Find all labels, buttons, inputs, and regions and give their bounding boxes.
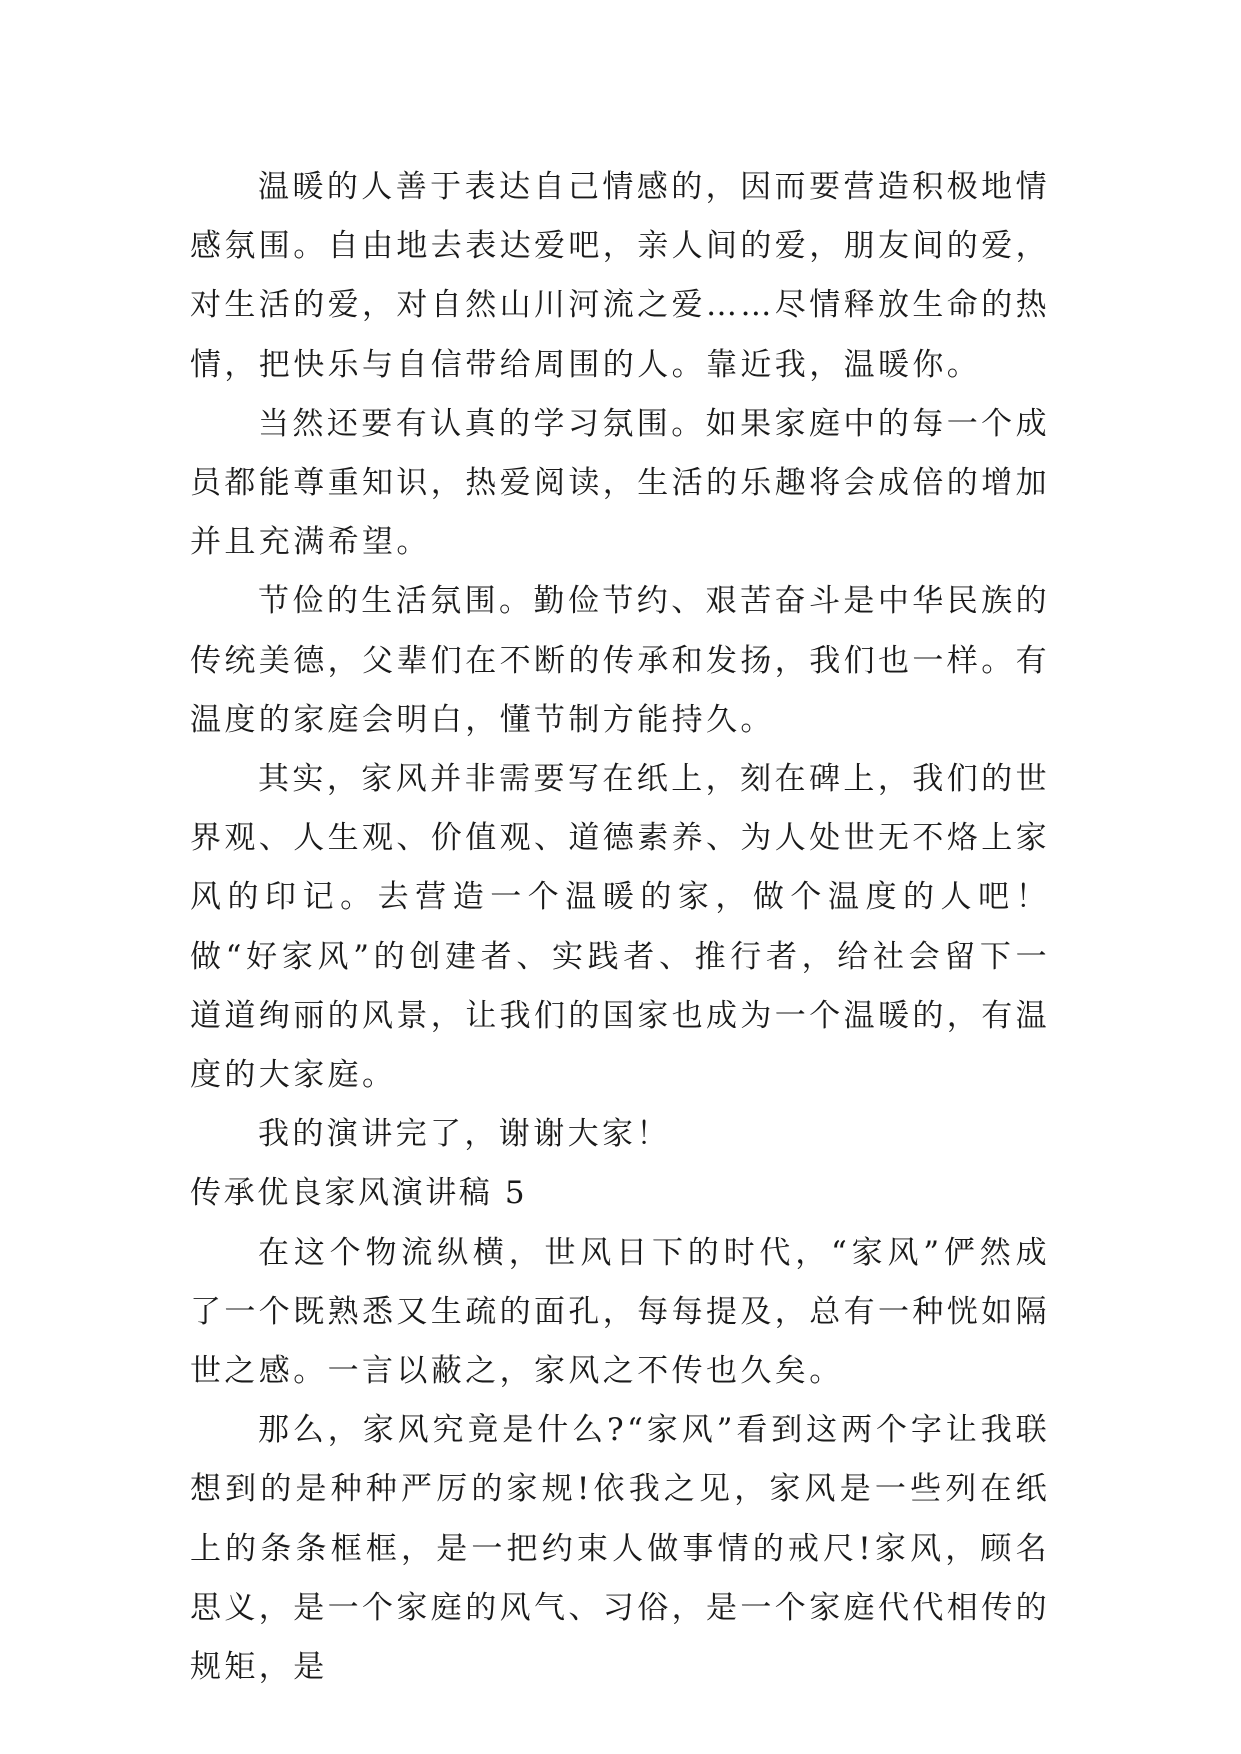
- paragraph-warm-emotion: 温暖的人善于表达自己情感的，因而要营造积极地情感氛围。自由地去表达爱吧，亲人间的爱，朋友间的爱，对生活的爱，对自然山川河流之爱……尽情释放生命的热情，把快乐与自信带给周围的人。靠近我，温暖你。: [190, 169, 1050, 383]
- paragraph-what-is-family-style: 那么，家风究竟是什么?“家风”看到这两个字让我联想到的是种种严厉的家规!依我之见，家风是一些列在纸上的条条框框，是一把约束人做事情的戒尺!家风，顾名思义，是一个家庭的风气、习俗，是一个家庭代代相传的规矩，是: [190, 1412, 1050, 1686]
- paragraph-closing-thanks: 我的演讲完了，谢谢大家！: [258, 1116, 671, 1153]
- paragraph-learning-atmosphere: 当然还要有认真的学习氛围。如果家庭中的每一个成员都能尊重知识，热爱阅读，生活的乐趣将会成倍的增加并且充满希望。: [190, 405, 1050, 561]
- paragraph-family-style-meaning: 其实，家风并非需要写在纸上，刻在碑上，我们的世界观、人生观、价值观、道德素养、为人处世无不烙上家风的印记。去营造一个温暖的家，做个温度的人吧！做“好家风”的创建者、实践者、推行者，给社会留下一道道绚丽的风景，让我们的国家也成为一个温暖的，有温度的大家庭。: [190, 761, 1050, 1094]
- paragraph-era-intro: 在这个物流纵横，世风日下的时代，“家风”俨然成了一个既熟悉又生疏的面孔，每每提及，总有一种恍如隔世之感。一言以蔽之，家风之不传也久矣。: [190, 1234, 1050, 1390]
- document-body: [190, 158, 1050, 1697]
- section-heading: 传承优良家风演讲稿 5: [190, 1175, 528, 1212]
- paragraph-frugal-life: 节俭的生活氛围。勤俭节约、艰苦奋斗是中华民族的传统美德，父辈们在不断的传承和发扬，我们也一样。有温度的家庭会明白，懂节制方能持久。: [190, 583, 1050, 738]
